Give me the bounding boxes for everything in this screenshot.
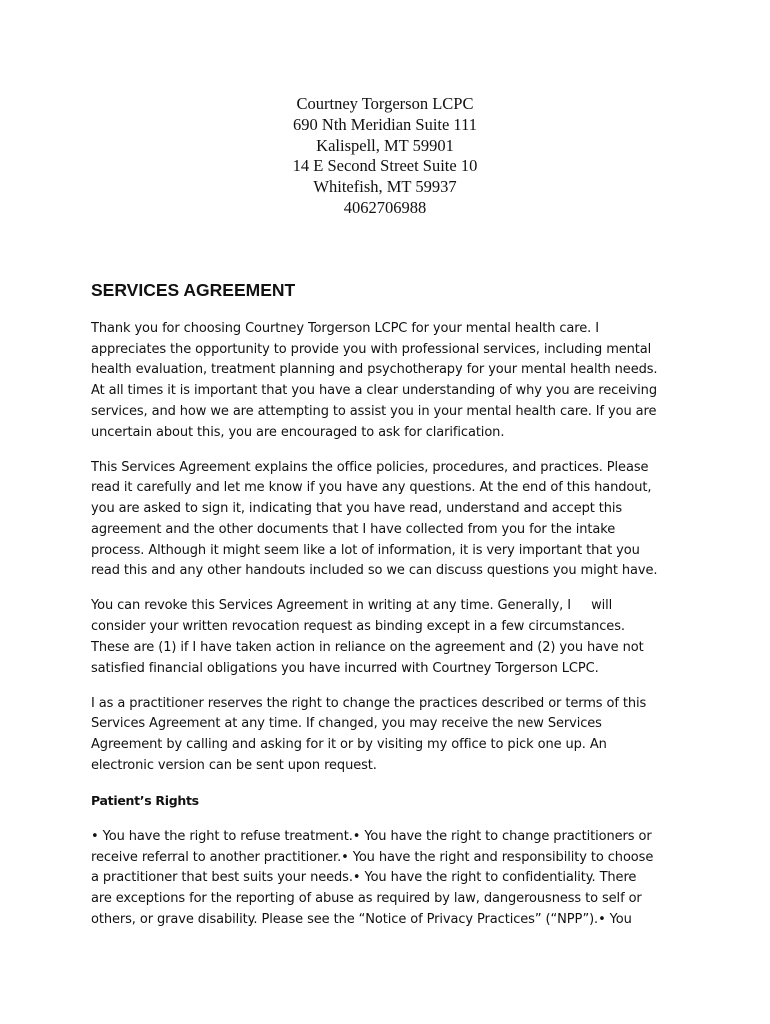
paragraph-policies: [91, 458, 691, 582]
address-line-2: Kalispell, MT 59901: [316, 135, 454, 155]
address-line-4: Whitefish, MT 59937: [313, 177, 457, 197]
paragraph-revocation: [91, 596, 691, 679]
text-line: Thank you for choosing Courtney Torgerson LCPC for your mental health care. I: [91, 321, 599, 336]
text-line: I as a practitioner reserves the right to change the practices described or terms of this: [91, 695, 647, 711]
text-line: are exceptions for the reporting of abuse as required by law, dangerousness to self or: [91, 891, 642, 907]
text-line: others, or grave disability. Please see the “Notice of Privacy Practices” (“NPP”).• You: [91, 911, 632, 927]
text-line: read this and any other handouts included so we can discuss questions you might have.: [91, 563, 658, 579]
text-line: These are (1) if I have taken action in reliance on the agreement and (2) you have not: [91, 639, 644, 655]
text-line: Services Agreement at any time. If changed, you may receive the new Services: [91, 716, 602, 732]
text-line: Agreement by calling and asking for it or by visiting my office to pick one up. An: [91, 737, 607, 753]
letterhead: [0, 94, 770, 219]
document-body: [91, 278, 691, 945]
practitioner-name: Courtney Torgerson LCPC: [296, 94, 474, 113]
text-line: satisfied financial obligations you have incurred with Courtney Torgerson LCPC.: [91, 660, 599, 676]
text-line: you are asked to sign it, indicating that you have read, understand and accept this: [91, 501, 623, 517]
document-title: SERVICES AGREEMENT: [91, 280, 296, 300]
text-line: appreciates the opportunity to provide you with professional services, including mental: [91, 341, 652, 357]
text-line: receive referral to another practitioner.• You have the right and responsibility to choose: [91, 849, 654, 865]
text-line: read it carefully and let me know if you have any questions. At the end of this handout,: [91, 480, 652, 496]
address-line-3: 14 E Second Street Suite 10: [292, 156, 478, 176]
text-line: a practitioner that best suits your needs.• You have the right to confidentiality. There: [91, 870, 637, 886]
text-line: At all times it is important that you have a clear understanding of why you are receiving: [91, 383, 657, 399]
text-line: agreement and the other documents that I have collected from you for the intake: [91, 521, 616, 537]
text-line: This Services Agreement explains the office policies, procedures, and practices. Please: [91, 459, 649, 475]
text-line: • You have the right to refuse treatment.• You have the right to change practitioners or: [91, 829, 652, 845]
text-line: electronic version can be sent upon request.: [91, 757, 377, 773]
text-line: consider your written revocation request as binding except in a few circumstances.: [91, 619, 625, 635]
text-line: services, and how we are attempting to assist you in your mental health care. If you are: [91, 403, 657, 419]
paragraph-patients-rights: [91, 827, 691, 931]
paragraph-changes: [91, 694, 691, 777]
text-line: health evaluation, treatment planning and psychotherapy for your mental health needs.: [91, 362, 658, 378]
patients-rights-heading: Patient’s Rights: [91, 793, 199, 809]
text-line: uncertain about this, you are encouraged to ask for clarification.: [91, 424, 505, 440]
phone-number: 4062706988: [343, 197, 427, 217]
address-line-1: 690 Nth Meridian Suite 111: [293, 114, 477, 134]
text-line: You can revoke this Services Agreement in writing at any time. Generally, I will: [91, 598, 613, 614]
paragraph-intro: [91, 319, 691, 443]
text-line: process. Although it might seem like a lot of information, it is very important that you: [91, 542, 640, 558]
